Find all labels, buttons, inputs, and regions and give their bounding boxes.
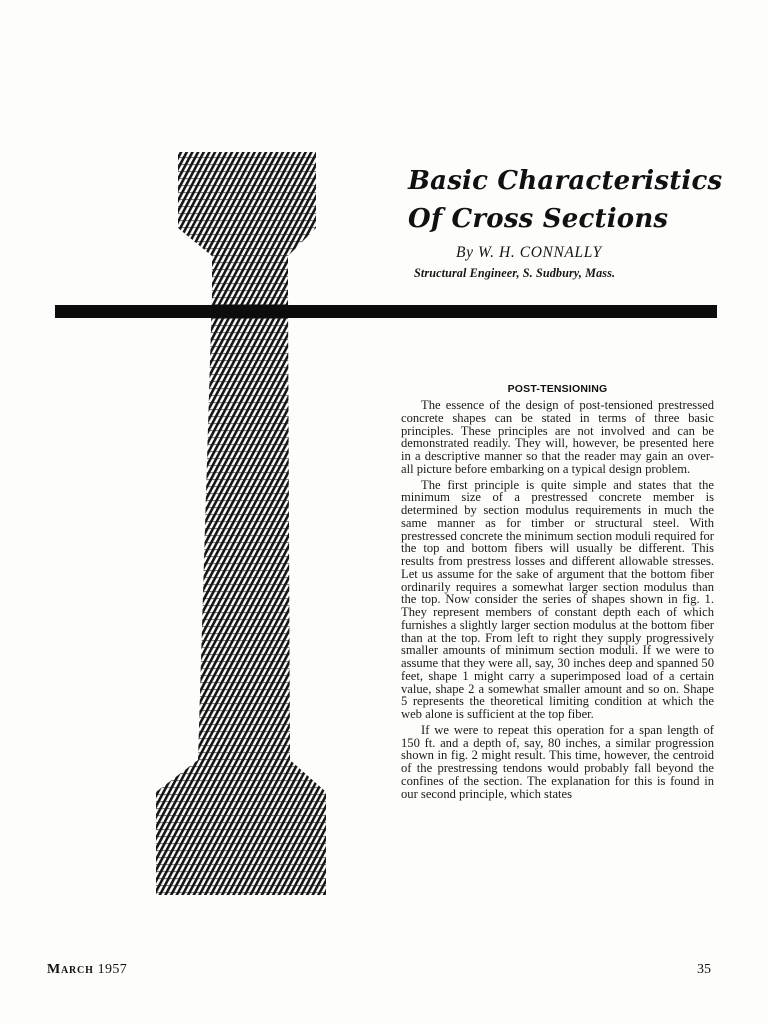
issue-date (47, 962, 127, 978)
section-heading: POST-TENSIONING (507, 383, 608, 395)
author-byline: By W. H. CONNALLY (456, 244, 602, 261)
page-number: 35 (697, 962, 711, 977)
article-title-line-2: Of Cross Sections (408, 204, 669, 234)
body-paragraph: The first principle is quite simple and states that the minimum size of a prestressed concrete member is determined by section modulus requirements in much the same manner as for timber or structural steel. With prestressed concrete the minimum section moduli required for the top and bottom fibers will usually be different. This results from prestress losses and different allowable stresses. Let us assume for the sake of argument that the bottom fiber ordinarily requires a somewhat larger section modulus than the top. Now consider the series of shapes shown in fig. 1. They represent members of constant depth each of which furnishes a slightly larger section modulus at the bottom fiber than at the top. From left to right they supply progressively smaller amounts of minimum section moduli. If we were to assume that they were all, say, 30 inches deep and spanned 50 feet, shape 1 might carry a superimposed load of a certain value, shape 2 a somewhat smaller amount and so on. Shape 5 represents the theoretical limiting condition at which the web alone is sufficient at the top fiber. (401, 477, 714, 721)
horizontal-rule-bar (55, 305, 717, 318)
issue-year: 1957 (97, 962, 128, 977)
body-paragraph: If we were to repeat this operation for a span length of 150 ft. and a depth of, say, 80 inches, a similar progression shown in fig. 2 might result. This time, however, the centroid of the prestressing tendons would probably fall beyond the confines of the section. The explanation for this is found in our second principle, which states (401, 722, 714, 801)
body-paragraph: The essence of the design of post-tensioned prestressed concrete shapes can be stated in terms of three basic principles. These principles are not involved and can be demonstrated readily. They will, however, be presented here in a descriptive manner so that the reader may gain an over-all picture before embarking on a typical design problem. (401, 398, 714, 476)
author-affiliation: Structural Engineer, S. Sudbury, Mass. (414, 266, 616, 280)
article-title (408, 162, 728, 238)
article-title-line-1: Basic Characteristics (408, 166, 723, 196)
beam-shape-crosshatch (156, 152, 326, 895)
article-body (401, 399, 714, 803)
issue-month: March (47, 962, 94, 977)
